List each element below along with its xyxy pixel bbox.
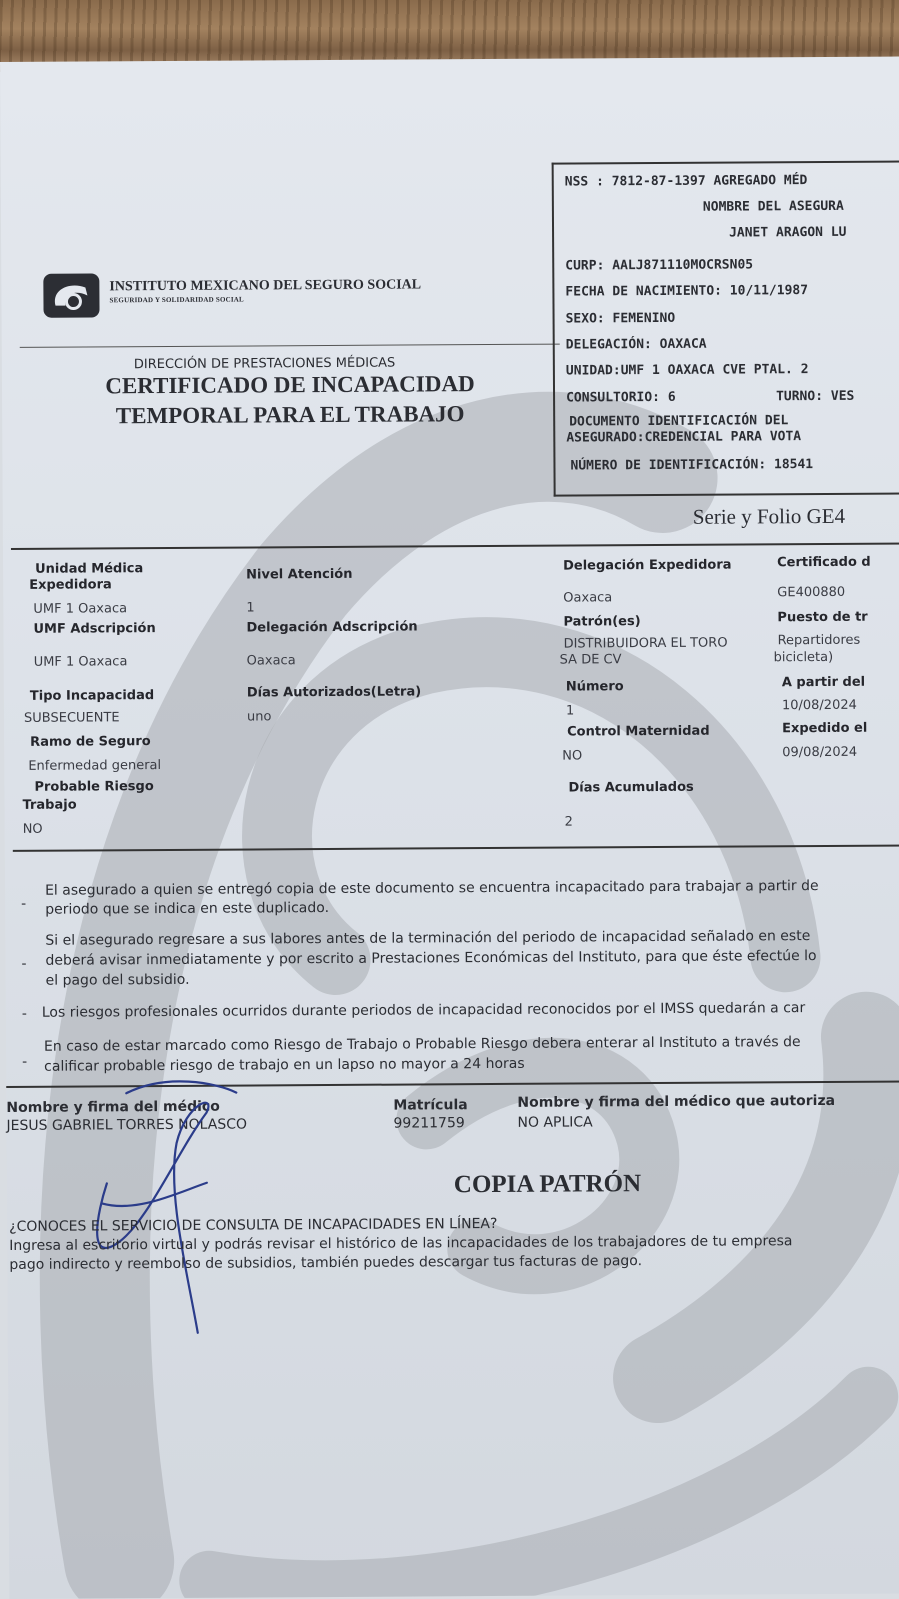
- numero-label: Número: [565, 679, 624, 695]
- a-partir-value: 10/08/2024: [781, 697, 857, 714]
- umf-adscripcion-label: UMF Adscripción: [33, 621, 156, 637]
- note-2-line-2: deberá avisar inmediatamente y por escrito a Prestaciones Económicas del Instituto, para que éste efectúe lo: [45, 948, 817, 969]
- note-2-dash: -: [21, 955, 27, 972]
- documento-id-line-2: ASEGURADO:CREDENCIAL PARA VOTA: [566, 429, 802, 446]
- tipo-incapacidad-value: SUBSECUENTE: [23, 710, 120, 726]
- certificado-label: Certificado d: [777, 554, 871, 571]
- serie-folio: Serie y Folio GE4: [692, 503, 846, 529]
- dias-acumulados-value: 2: [564, 814, 573, 830]
- imss-logo: [41, 271, 103, 319]
- expedido-value: 09/08/2024: [782, 744, 858, 761]
- a-partir-label: A partir del: [781, 674, 866, 691]
- note-4-line-1: En caso de estar marcado como Riesgo de Trabajo o Probable Riesgo debera enterar al Instituto a través de: [43, 1034, 801, 1055]
- institution-subtitle: SEGURIDAD Y SOLIDARIDAD SOCIAL: [109, 295, 244, 305]
- puesto-value-1: Repartidores: [777, 632, 861, 649]
- patron-value-2: SA DE CV: [559, 652, 622, 668]
- unidad-medica-value: UMF 1 Oaxaca: [33, 601, 128, 617]
- note-3-dash: -: [21, 1005, 27, 1022]
- note-1-line-2: periodo que se indica en este duplicado.: [45, 900, 330, 918]
- consultorio-line: CONSULTORIO: 6: [566, 389, 676, 406]
- delegacion-line: DELEGACIÓN: OAXACA: [565, 336, 707, 353]
- note-4-line-2: calificar probable riesgo de trabajo en un lapso no mayor a 24 horas: [44, 1055, 525, 1075]
- institution-name: INSTITUTO MEXICANO DEL SEGURO SOCIAL: [109, 277, 422, 295]
- note-1-line-1: El asegurado a quien se entregó copia de este documento se encuentra incapacitado para trabajar a partir de: [45, 878, 819, 899]
- umf-adscripcion-value: UMF 1 Oaxaca: [33, 654, 128, 670]
- medico-name: JESUS GABRIEL TORRES NOLASCO: [6, 1116, 248, 1134]
- dias-autorizados-label: Días Autorizados(Letra): [246, 684, 422, 701]
- medico-autoriza-value: NO APLICA: [517, 1114, 593, 1131]
- note-4-dash: -: [22, 1053, 28, 1070]
- control-maternidad-label: Control Maternidad: [567, 723, 710, 740]
- nivel-atencion-label: Nivel Atención: [246, 566, 353, 583]
- probable-riesgo-label-2: Trabajo: [22, 797, 77, 813]
- unidad-medica-label-2: Expedidora: [29, 577, 112, 593]
- unidad-line: UNIDAD:UMF 1 OAXACA CVE PTAL. 2: [565, 362, 809, 379]
- nombre-value: JANET ARAGON LU: [729, 224, 847, 241]
- delegacion-adscripcion-value: Oaxaca: [246, 653, 296, 669]
- patron-label: Patrón(es): [563, 614, 641, 630]
- fecha-nacimiento-line: FECHA DE NACIMIENTO: 10/11/1987: [565, 283, 809, 300]
- ramo-seguro-value: Enfermedad general: [28, 758, 162, 774]
- delegacion-expedidora-value: Oaxaca: [563, 590, 613, 606]
- unidad-medica-label: Unidad Médica: [35, 561, 144, 577]
- control-maternidad-value: NO: [562, 748, 583, 764]
- dias-acumulados-label: Días Acumulados: [568, 779, 694, 796]
- documento-id-line-1: DOCUMENTO IDENTIFICACIÓN DEL: [569, 413, 789, 430]
- nivel-atencion-value: 1: [246, 600, 255, 616]
- note-2-line-3: el pago del subsidio.: [45, 971, 190, 989]
- sexo-line: SEXO: FEMENINO: [565, 310, 676, 327]
- nombre-label: NOMBRE DEL ASEGURA: [702, 198, 844, 215]
- certificate-title: [62, 369, 518, 432]
- note-1-dash: -: [21, 895, 27, 912]
- matricula-value: 99211759: [393, 1115, 465, 1132]
- footer-line-3: pago indirecto y reembolso de subsidios, también puedes descargar tus facturas de pago.: [9, 1253, 643, 1273]
- tipo-incapacidad-label: Tipo Incapacidad: [29, 688, 155, 704]
- footer-line-1: ¿CONOCES EL SERVICIO DE CONSULTA DE INCAPACIDADES EN LÍNEA?: [9, 1215, 498, 1235]
- delegacion-expedidora-label: Delegación Expedidora: [563, 557, 732, 574]
- direccion-label: DIRECCIÓN DE PRESTACIONES MÉDICAS: [133, 355, 396, 373]
- certificado-value: GE400880: [777, 584, 846, 601]
- medico-label: Nombre y firma del médico: [6, 1098, 220, 1116]
- note-2-line-1: Si el asegurado regresare a sus labores antes de la terminación del periodo de incapacidad señalado en este: [45, 928, 811, 949]
- note-3-line-1: Los riesgos profesionales ocurridos durante periodos de incapacidad reconocidos por el IMSS quedarán a car: [41, 1000, 806, 1021]
- ramo-seguro-label: Ramo de Seguro: [30, 734, 151, 750]
- patron-value-1: DISTRIBUIDORA EL TORO: [563, 635, 728, 652]
- probable-riesgo-label: Probable Riesgo: [34, 779, 154, 795]
- numero-id-line: NÚMERO DE IDENTIFICACIÓN: 18541: [570, 457, 814, 474]
- delegacion-adscripcion-label: Delegación Adscripción: [246, 619, 418, 636]
- puesto-label: Puesto de tr: [777, 609, 868, 626]
- numero-value: 1: [565, 703, 575, 719]
- dias-autorizados-value: uno: [246, 709, 272, 725]
- copia-patron-title: COPIA PATRÓN: [453, 1170, 642, 1199]
- nss-line: NSS : 7812-87-1397 AGREGADO MÉD: [564, 173, 808, 190]
- certificate-page: [0, 57, 899, 1599]
- puesto-value-2: bicicleta): [773, 649, 834, 666]
- probable-riesgo-value: NO: [22, 821, 43, 837]
- turno-line: TURNO: VES: [776, 388, 855, 405]
- footer-line-2: Ingresa al escritorio virtual y podrás revisar el histórico de las incapacidades de los trabajadores de tu empresa: [9, 1233, 793, 1254]
- title-line-1: CERTIFICADO DE INCAPACIDAD: [105, 371, 475, 399]
- medico-autoriza-label: Nombre y firma del médico que autoriza: [517, 1092, 836, 1111]
- title-line-2: TEMPORAL PARA EL TRABAJO: [115, 401, 465, 429]
- matricula-label: Matrícula: [393, 1097, 468, 1114]
- curp-line: CURP: AALJ871110MOCRSN05: [565, 257, 754, 274]
- expedido-label: Expedido el: [782, 720, 868, 737]
